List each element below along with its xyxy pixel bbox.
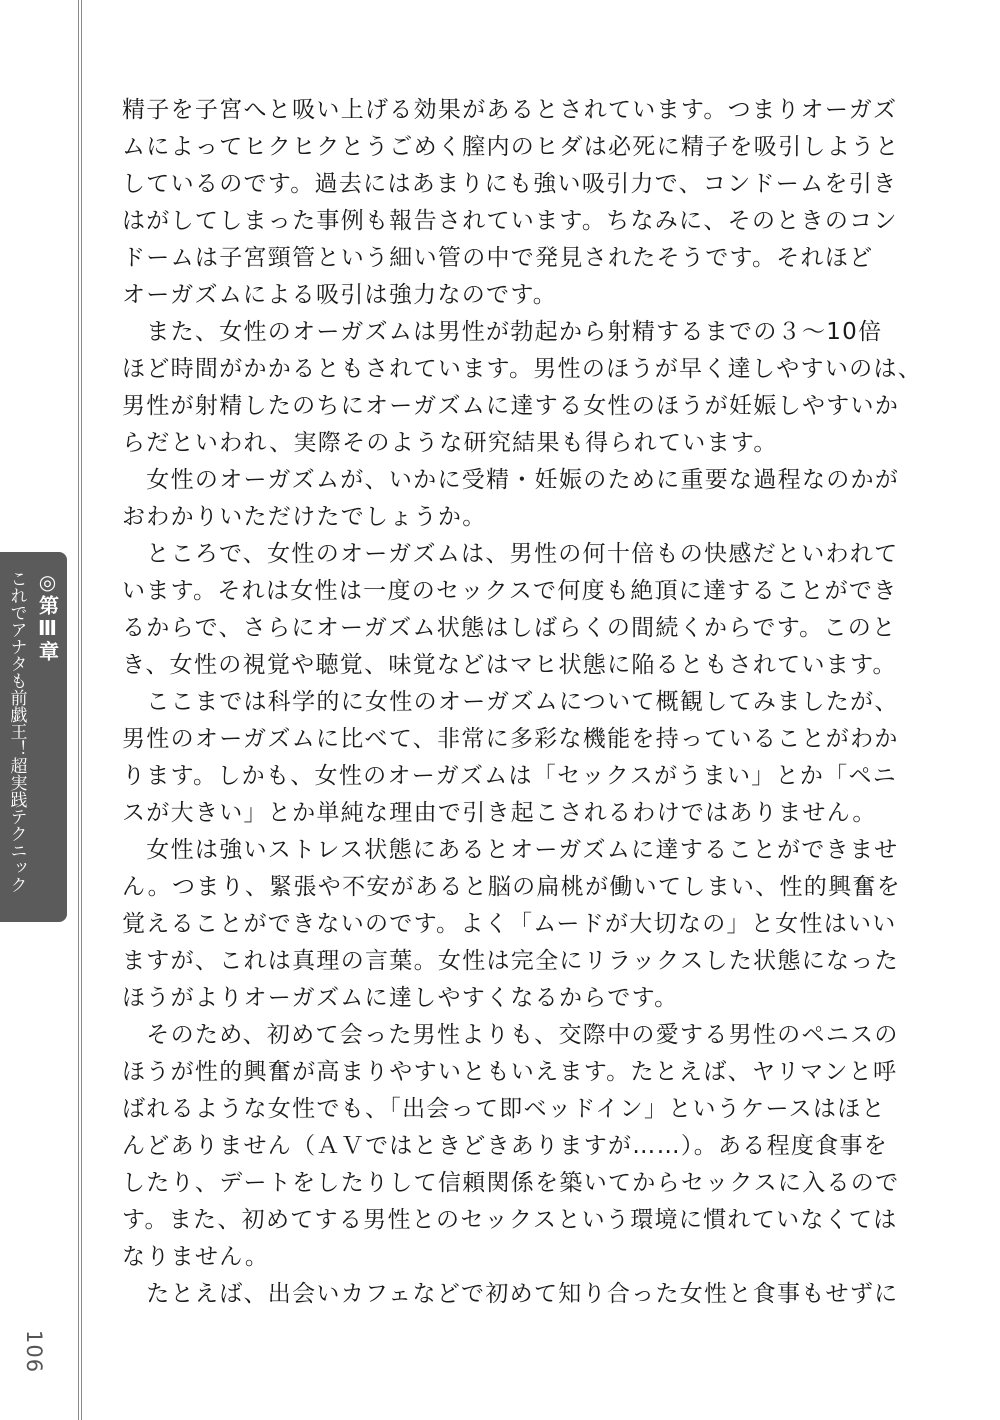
text-line: んどありません（ＡＶではときどきありますが……）。ある程度食事を xyxy=(122,1133,889,1159)
text-line: ほうが性的興奮が高まりやすいともいえます。たとえば、ヤリマンと呼 xyxy=(122,1059,898,1085)
text-line: るからで、さらにオーガズム状態はしばらくの間続くからです。このと xyxy=(122,615,897,641)
text-line: 覚えることができないのです。よく「ムードが大切なの」と女性はいい xyxy=(122,911,897,937)
chapter-title: これでアナタも前戯王！超実践テクニック xyxy=(6,570,27,893)
text-line: 男性が射精したのちにオーガズムに達する女性のほうが妊娠しやすいか xyxy=(122,393,900,419)
text-line: らだといわれ、実際そのような研究結果も得られています。 xyxy=(122,430,778,456)
text-line: また、女性のオーガズムは男性が勃起から射精するまでの３～10倍 xyxy=(122,319,883,345)
text-line: ドームは子宮頸管という細い管の中で発見されたそうです。それほど xyxy=(122,245,874,271)
text-line: そのため、初めて会った男性よりも、交際中の愛する男性のペニスの xyxy=(122,1022,899,1048)
text-line: す。また、初めてする男性とのセックスという環境に慣れていなくては xyxy=(122,1207,898,1233)
text-line: おわかりいただけたでしょうか。 xyxy=(122,504,487,530)
text-line: ムによってヒクヒクとうごめく膣内のヒダは必死に精子を吸引しようと xyxy=(122,134,900,160)
text-line: き、女性の視覚や聴覚、味覚などはマヒ状態に陥るともされています。 xyxy=(122,652,897,678)
chapter-label: ◎第Ⅲ章 xyxy=(35,570,60,662)
text-line: 女性は強いストレス状態にあるとオーガズムに達することができませ xyxy=(122,837,899,863)
text-line: 男性のオーガズムに比べて、非常に多彩な機能を持っていることがわか xyxy=(122,726,899,752)
text-line: はがしてしまった事例も報告されています。ちなみに、そのときのコン xyxy=(122,208,898,234)
text-line: ますが、これは真理の言葉。女性は完全にリラックスした状態になった xyxy=(122,948,899,974)
page-margin-rule xyxy=(78,0,82,1420)
text-line: ほど時間がかかるともされています。男性のほうが早く達しやすいのは、 xyxy=(122,356,923,382)
text-line: 精子を子宮へと吸い上げる効果があるとされています。つまりオーガズ xyxy=(122,97,898,123)
text-line: したり、デートをしたりして信頼関係を築いてからセックスに入るので xyxy=(122,1170,900,1196)
text-line: 女性のオーガズムが、いかに受精・妊娠のために重要な過程なのかが xyxy=(122,467,900,493)
text-line: なりません。 xyxy=(122,1244,270,1270)
text-line: スが大きい」とか単純な理由で引き起こされるわけではありません。 xyxy=(122,800,877,826)
body-text xyxy=(122,92,923,1313)
text-line: ります。しかも、女性のオーガズムは「セックスがうまい」とか「ペニ xyxy=(122,763,898,789)
text-line: たとえば、出会いカフェなどで初めて知り合った女性と食事もせずに xyxy=(122,1281,899,1307)
text-line: ここまでは科学的に女性のオーガズムについて概観してみましたが、 xyxy=(122,689,899,715)
text-line: オーガズムによる吸引は強力なのです。 xyxy=(122,282,558,308)
chapter-tab xyxy=(0,552,67,922)
text-line: ばれるような女性でも、「出会って即ベッドイン」というケースはほと xyxy=(122,1096,886,1122)
text-line: ほうがよりオーガズムに達しやすくなるからです。 xyxy=(122,985,679,1011)
text-line: しているのです。過去にはあまりにも強い吸引力で、コンドームを引き xyxy=(122,171,898,197)
page-number: 106 xyxy=(22,1330,46,1374)
text-line: ん。つまり、緊張や不安があると脳の扁桃が働いてしまい、性的興奮を xyxy=(122,874,901,900)
text-line: います。それは女性は一度のセックスで何度も絶頂に達することができ xyxy=(122,578,898,604)
text-line: ところで、女性のオーガズムは、男性の何十倍もの快感だといわれて xyxy=(122,541,899,567)
